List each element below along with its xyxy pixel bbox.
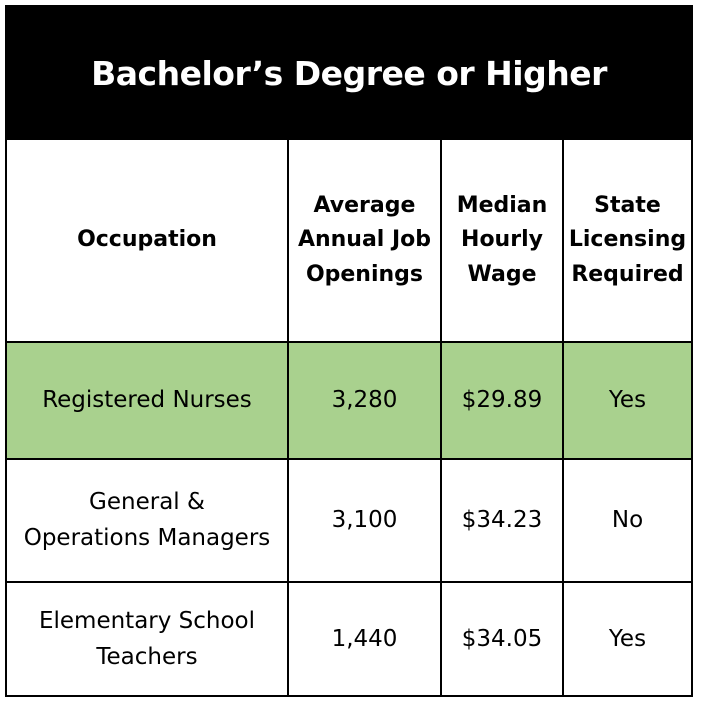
- header-median-wage-line3: Wage: [467, 261, 537, 287]
- header-state-licensing-line1: State: [594, 193, 661, 219]
- header-annual-openings-line3: Openings: [305, 261, 424, 287]
- header-median-wage-line2: Hourly: [461, 227, 543, 253]
- cell-wage: $34.23: [441, 459, 563, 582]
- header-row: [7, 140, 691, 342]
- occupation-name-line1: Elementary School: [38, 608, 256, 635]
- cell-openings: 1,440: [288, 582, 441, 697]
- cell-licensing: Yes: [563, 582, 691, 697]
- header-median-wage: [441, 140, 563, 342]
- cell-wage: $34.05: [441, 582, 563, 697]
- header-occupation: [7, 140, 288, 342]
- occupation-table: [7, 140, 691, 697]
- header-state-licensing-line2: Licensing: [568, 227, 687, 253]
- cell-licensing: No: [563, 459, 691, 582]
- occupation-name-line1: General &: [89, 488, 205, 515]
- header-median-wage-line1: Median: [456, 193, 548, 219]
- table-row: [7, 459, 691, 582]
- header-annual-openings: [288, 140, 441, 342]
- occupation-name: Registered Nurses: [42, 386, 252, 413]
- header-annual-openings-line2: Annual Job: [297, 227, 432, 253]
- table-row: [7, 582, 691, 697]
- cell-occupation: [7, 582, 288, 697]
- cell-wage: $29.89: [441, 342, 563, 459]
- cell-openings: 3,100: [288, 459, 441, 582]
- occupation-table-container: [5, 5, 693, 697]
- header-state-licensing: [563, 140, 691, 342]
- occupation-name-line2: Teachers: [96, 644, 198, 670]
- table-row: [7, 342, 691, 459]
- cell-occupation: [7, 342, 288, 459]
- header-occupation-label: Occupation: [77, 227, 217, 253]
- header-annual-openings-line1: Average: [313, 193, 416, 219]
- cell-licensing: Yes: [563, 342, 691, 459]
- header-state-licensing-line3: Required: [571, 261, 684, 287]
- table-title: Bachelor’s Degree or Higher: [7, 7, 691, 140]
- cell-occupation: [7, 459, 288, 582]
- occupation-name-line2: Operations Managers: [23, 524, 271, 551]
- cell-openings: 3,280: [288, 342, 441, 459]
